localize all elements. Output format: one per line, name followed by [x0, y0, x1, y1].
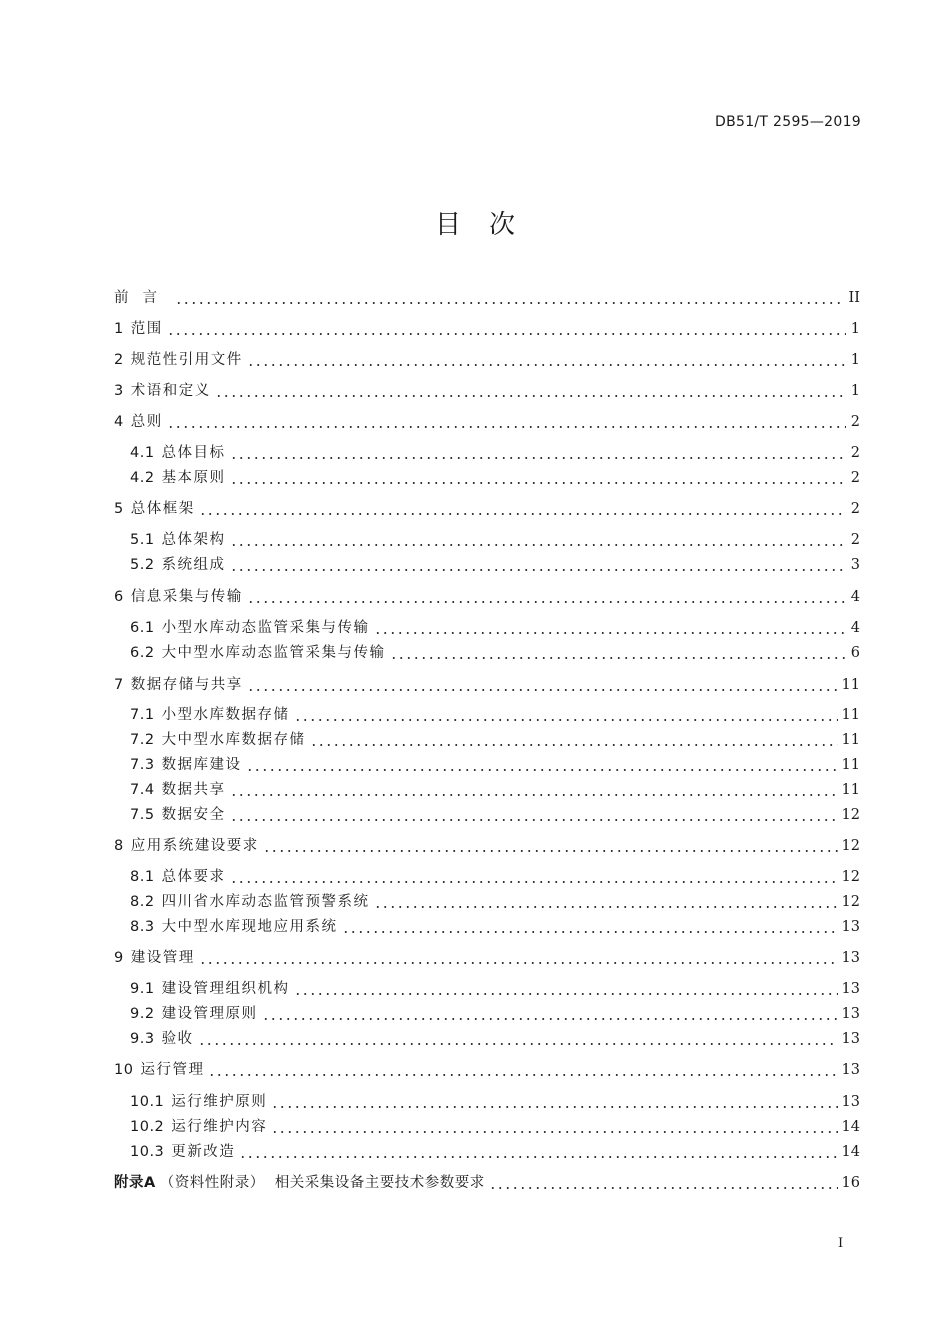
toc-entry-number: 10.1 — [130, 1094, 165, 1110]
toc-dot-leader — [230, 881, 838, 883]
toc-page-number: 11 — [841, 782, 860, 798]
toc-entry-label: 建设管理原则 — [161, 1006, 258, 1022]
toc-entry-number: 8.2 — [130, 894, 155, 910]
toc-dot-leader — [230, 569, 846, 571]
toc-entry-number: 4 — [114, 414, 124, 430]
toc-page-number: 13 — [841, 1094, 860, 1110]
toc-dot-leader — [215, 395, 846, 397]
toc-entry[interactable] — [130, 755, 860, 775]
toc-entry[interactable] — [130, 805, 860, 825]
toc-page-number: 1 — [850, 321, 860, 337]
toc-entry-number: 7.5 — [130, 807, 155, 823]
toc-entry-number: 1 — [114, 321, 124, 337]
toc-page-number: 2 — [850, 470, 860, 486]
toc-dot-leader — [230, 794, 838, 796]
toc-entry[interactable] — [130, 443, 860, 463]
toc-entry[interactable] — [114, 319, 860, 339]
toc-entry-number: 9.2 — [130, 1006, 155, 1022]
toc-entry-number: 9.3 — [130, 1031, 155, 1047]
toc-dot-leader — [208, 1074, 837, 1076]
toc-entry-number: 7.2 — [130, 732, 155, 748]
toc-entry[interactable] — [130, 1117, 860, 1137]
toc-entry[interactable] — [114, 1173, 860, 1193]
toc-dot-leader — [294, 719, 838, 721]
toc-entry[interactable] — [130, 780, 860, 800]
toc-entry-label: 运行维护内容 — [171, 1119, 268, 1135]
toc-entry-label: 基本原则 — [161, 470, 226, 486]
toc-page-number: 13 — [841, 981, 860, 997]
toc-entry-number: 5 — [114, 501, 124, 517]
toc-page-number: 13 — [841, 1031, 860, 1047]
toc-entry-number: 10.3 — [130, 1144, 165, 1160]
toc-dot-leader — [271, 1106, 837, 1108]
toc-entry[interactable] — [130, 1092, 860, 1112]
toc-entry-label: 总则 — [130, 414, 163, 430]
toc-dot-leader — [167, 333, 846, 335]
toc-page-number: 12 — [841, 894, 860, 910]
toc-page-number: 6 — [850, 645, 860, 661]
toc-dot-leader — [263, 850, 838, 852]
toc-dot-leader — [374, 632, 846, 634]
toc-entry-label: 小型水库数据存储 — [161, 707, 290, 723]
toc-entry-number: 3 — [114, 383, 124, 399]
toc-entry-label: 总体架构 — [161, 532, 226, 548]
toc-dot-leader — [199, 962, 838, 964]
toc-page-number: 14 — [841, 1144, 860, 1160]
toc-entry-number: 5.1 — [130, 532, 155, 548]
toc-dot-leader — [390, 657, 846, 659]
toc-dot-leader — [271, 1131, 837, 1133]
toc-entry-label: 验收 — [161, 1031, 194, 1047]
toc-page-number: 11 — [841, 757, 860, 773]
toc-entry-label: 四川省水库动态监管预警系统 — [161, 894, 370, 910]
toc-entry-number: 9 — [114, 950, 124, 966]
toc-annex-title: 相关采集设备主要技术参数要求 — [274, 1175, 485, 1191]
toc-dot-leader — [262, 1018, 838, 1020]
toc-entry[interactable] — [130, 555, 860, 575]
toc-entry[interactable] — [130, 1004, 860, 1024]
toc-entry-label: 附录A — [114, 1175, 156, 1191]
toc-page-number: 2 — [850, 501, 860, 517]
toc-page-number: 14 — [841, 1119, 860, 1135]
toc-entry-number: 8.3 — [130, 919, 155, 935]
toc-dot-leader — [230, 819, 838, 821]
toc-page-number: 12 — [841, 807, 860, 823]
toc-entry[interactable] — [114, 288, 860, 308]
toc-page-number: 13 — [841, 1006, 860, 1022]
toc-entry-number: 8.1 — [130, 869, 155, 885]
toc-entry[interactable] — [114, 836, 860, 856]
toc-entry[interactable] — [114, 1060, 860, 1080]
toc-dot-leader — [247, 689, 838, 691]
toc-page-number: 13 — [841, 1062, 860, 1078]
toc-entry-number: 4.1 — [130, 445, 155, 461]
toc-page-number: 1 — [850, 383, 860, 399]
toc-entry-number: 8 — [114, 838, 124, 854]
toc-page-number: 12 — [841, 869, 860, 885]
toc-page-number: 13 — [841, 950, 860, 966]
toc-dot-leader — [230, 482, 846, 484]
toc-entry[interactable] — [130, 468, 860, 488]
toc-entry[interactable] — [114, 587, 860, 607]
toc-entry-number: 6.2 — [130, 645, 155, 661]
page-title: 目次 — [434, 210, 543, 240]
toc-page-number: 11 — [841, 707, 860, 723]
toc-entry-number: 10 — [114, 1062, 134, 1078]
page-number: I — [838, 1236, 844, 1251]
toc-entry-label: 总体目标 — [161, 445, 226, 461]
toc-entry[interactable] — [130, 705, 860, 725]
toc-entry-label: 规范性引用文件 — [130, 352, 243, 368]
toc-entry-label: 大中型水库现地应用系统 — [161, 919, 338, 935]
toc-page-number: 12 — [841, 838, 860, 854]
toc-page-number: 3 — [850, 557, 860, 573]
toc-entry[interactable] — [130, 1142, 860, 1162]
toc-entry-number: 9.1 — [130, 981, 155, 997]
toc-entry[interactable] — [114, 948, 860, 968]
toc-entry-label: 范围 — [130, 321, 163, 337]
toc-entry[interactable] — [114, 499, 860, 519]
toc-entry[interactable] — [130, 730, 860, 750]
toc-entry-label: 更新改造 — [171, 1144, 236, 1160]
toc-entry[interactable] — [130, 892, 860, 912]
toc-entry-label: 数据安全 — [161, 807, 226, 823]
toc-dot-leader — [246, 769, 838, 771]
toc-dot-leader — [294, 993, 838, 995]
toc-entry-number: 2 — [114, 352, 124, 368]
toc-page-number: 4 — [850, 620, 860, 636]
toc-entry[interactable] — [130, 618, 860, 638]
toc-page-number: II — [848, 290, 860, 306]
toc-entry-label: 信息采集与传输 — [130, 589, 243, 605]
toc-entry-number: 4.2 — [130, 470, 155, 486]
toc-entry-label: 小型水库动态监管采集与传输 — [161, 620, 370, 636]
toc-page-number: 2 — [850, 414, 860, 430]
toc-entry[interactable] — [114, 412, 860, 432]
toc-dot-leader — [230, 457, 846, 459]
toc-annex-type: （资料性附录） — [159, 1175, 265, 1191]
toc-page-number: 13 — [841, 919, 860, 935]
toc-dot-leader — [247, 364, 846, 366]
toc-entry-label: 总体框架 — [130, 501, 195, 517]
toc-entry[interactable] — [130, 917, 860, 937]
toc-dot-leader — [175, 302, 845, 304]
toc-dot-leader — [310, 744, 838, 746]
toc-entry[interactable] — [114, 381, 860, 401]
toc-entry-label: 数据库建设 — [161, 757, 242, 773]
toc-entry-label: 前言 — [114, 290, 171, 306]
toc-dot-leader — [198, 1043, 838, 1045]
toc-page-number: 16 — [841, 1175, 860, 1191]
toc-dot-leader — [374, 906, 838, 908]
toc-entry-number: 7.1 — [130, 707, 155, 723]
toc-entry-label: 建设管理组织机构 — [161, 981, 290, 997]
toc-entry[interactable] — [130, 979, 860, 999]
toc-page-number: 1 — [850, 352, 860, 368]
toc-entry-number: 7 — [114, 677, 124, 693]
toc-entry-label: 总体要求 — [161, 869, 226, 885]
toc-entry-label: 应用系统建设要求 — [130, 838, 259, 854]
toc-entry-label: 数据共享 — [161, 782, 226, 798]
toc-entry-label: 系统组成 — [161, 557, 226, 573]
toc-dot-leader — [230, 544, 846, 546]
toc-page-number: 11 — [841, 677, 860, 693]
toc-entry-number: 5.2 — [130, 557, 155, 573]
toc-dot-leader — [247, 601, 846, 603]
toc-entry-number: 7.4 — [130, 782, 155, 798]
toc-page-number: 2 — [850, 445, 860, 461]
toc-dot-leader — [342, 931, 838, 933]
toc-entry-number: 6 — [114, 589, 124, 605]
toc-entry-number: 10.2 — [130, 1119, 165, 1135]
toc-page-number: 2 — [850, 532, 860, 548]
toc-entry[interactable] — [130, 867, 860, 887]
toc-entry-number: 6.1 — [130, 620, 155, 636]
toc-dot-leader — [239, 1156, 837, 1158]
toc-entry-label: 运行管理 — [140, 1062, 205, 1078]
toc-dot-leader — [489, 1187, 838, 1189]
document-code: DB51/T 2595—2019 — [715, 114, 861, 130]
toc-entry[interactable] — [130, 1029, 860, 1049]
toc-page-number: 11 — [841, 732, 860, 748]
toc-entry[interactable] — [114, 350, 860, 370]
toc-dot-leader — [167, 426, 846, 428]
toc-entry-number: 7.3 — [130, 757, 155, 773]
toc-entry-label: 大中型水库动态监管采集与传输 — [161, 645, 386, 661]
toc-dot-leader — [199, 513, 846, 515]
toc-entry-label: 大中型水库数据存储 — [161, 732, 306, 748]
toc-entry[interactable] — [130, 530, 860, 550]
toc-entry-label: 数据存储与共享 — [130, 677, 243, 693]
toc-entry-label: 术语和定义 — [130, 383, 211, 399]
toc-entry-label: 运行维护原则 — [171, 1094, 268, 1110]
toc-entry[interactable] — [130, 643, 860, 663]
toc-page-number: 4 — [850, 589, 860, 605]
toc-entry[interactable] — [114, 675, 860, 695]
toc-entry-label: 建设管理 — [130, 950, 195, 966]
